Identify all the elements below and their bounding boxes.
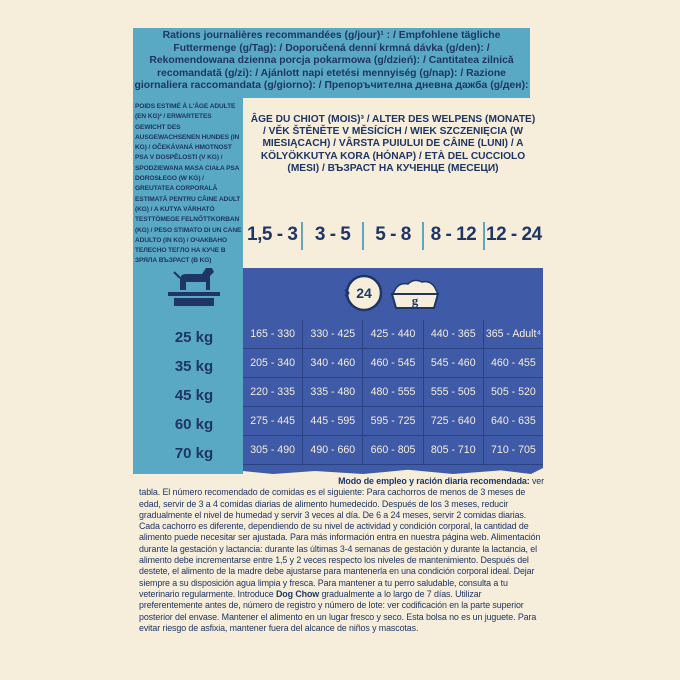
instructions-body-2: gradualmente a lo largo de 7 días. Utilizar preferentemente antes de, número de registro y número de lote: ver codificación en la parte superior posterior del envase. Mantener el alimento en un lugar fresco y seco. Esta bolsa no es un juguete. Para evitar riesgo de asfixia, mantener fuera del alcance de niños y mascotas. xyxy=(139,588,537,633)
ration-cell: 640 - 635 xyxy=(484,407,543,436)
age-range-5: 12 - 24 xyxy=(486,224,542,245)
food-bowl-icon xyxy=(392,280,438,308)
header-text: Rations journalières recommandées (g/jour)¹ : / Empfohlene tägliche Futtermenge (g/Tag): / Doporučená denní krmná dávka (g/den): / Rekomendowana dzienna porcja pokarmowa (g/dzień): / Cantitatea zilnică recomandată (g/zi): / Ajánlott napi etetési mennyiség (g/nap): / Razione giornaliera raccomandata (g/giorno): / Препоръчителна дневна дажба (g/ден): xyxy=(134,30,529,92)
ration-cell: 595 - 725 xyxy=(363,407,423,436)
ration-cell: 710 - 705 xyxy=(484,436,543,465)
daily-bowl-icons xyxy=(340,272,450,314)
scale-plate xyxy=(168,292,220,296)
dog-silhouette xyxy=(180,268,214,290)
age-description: ÂGE DU CHIOT (MOIS)³ / ALTER DES WELPENS (MONATE) / VĚK ŠTĚNĚTE V MĚSÍCÍCH / WIEK SZCZENIĘCIA (W MIESIĄCACH) / VÂRSTA PUIULUI DE CÂINE (LUNI) / A KÖLYÖKKUTYA KORA (HÓNAP) / ETÀ DEL CUCCIOLO (MESI) / ВЪЗРАСТ НА КУЧЕНЦЕ (МЕСЕЦИ) xyxy=(250,114,536,174)
instructions-lead: ver xyxy=(529,476,544,486)
ration-cell: 555 - 505 xyxy=(424,378,484,407)
ration-cell: 165 - 330 xyxy=(243,320,303,349)
weight-label: 25 kg xyxy=(174,329,214,346)
table-row xyxy=(243,378,543,407)
ration-cell: 220 - 335 xyxy=(243,378,303,407)
age-range-3: 5 - 8 xyxy=(364,222,424,250)
usage-instructions xyxy=(139,476,544,634)
brand-name: Dog Chow xyxy=(276,588,320,599)
ration-cell: 425 - 440 xyxy=(363,320,423,349)
ration-cell: 460 - 545 xyxy=(363,349,423,378)
ration-cell: 275 - 445 xyxy=(243,407,303,436)
dog-tail xyxy=(174,272,180,278)
ration-cell: 490 - 660 xyxy=(303,436,363,465)
ration-cell: 335 - 480 xyxy=(303,378,363,407)
weight-label: 70 kg xyxy=(174,445,214,462)
scale-base xyxy=(174,298,214,306)
table-row xyxy=(243,436,543,465)
clock-text: 24 xyxy=(356,285,372,301)
feeding-header xyxy=(133,28,530,98)
ration-cell: 545 - 460 xyxy=(424,349,484,378)
instructions-heading-line xyxy=(139,476,544,487)
ration-cell: 445 - 595 xyxy=(303,407,363,436)
instructions-heading: Modo de empleo y ración diaria recomendada: xyxy=(338,476,530,486)
clock-24-icon xyxy=(345,276,381,310)
ration-cell: 725 - 640 xyxy=(424,407,484,436)
weight-label: 60 kg xyxy=(174,416,214,433)
ration-cell: 365 - Adult⁴ xyxy=(484,320,543,349)
ration-cell: 805 - 710 xyxy=(424,436,484,465)
bowl-text: g xyxy=(411,293,419,308)
ration-cell: 440 - 365 xyxy=(424,320,484,349)
ration-cell: 660 - 805 xyxy=(363,436,423,465)
age-range-2: 3 - 5 xyxy=(303,222,363,250)
ration-cell: 205 - 340 xyxy=(243,349,303,378)
weight-column xyxy=(145,323,243,468)
ration-cell: 480 - 555 xyxy=(363,378,423,407)
instructions-body-1: tabla. El número recomendado de comidas es el siguiente: Para cachorros de menos de 3 meses de edad, servir de 3 a 4 comidas diarias de alimento humedecido. Después de los 3 meses, reducir gradualmente el nivel de humedad y servir 3 veces al día. De 6 a 24 meses, servir 2 comidas diarias. Cada cachorro es diferente, dependiendo de su nivel de actividad y condición corporal, la cantidad de alimento puede necesitar ser ajustada. Para más información entra en nuestra página web. Alimentación durante la gestación y lactancia: durante las últimas 3-4 semanas de gestación y durante la lactancia, el alimento debe incrementarse entre 1,5 y 2 veces respecto los niveles de mantenimiento. Después del destete, el alimento de la madre debe ajustarse para mantenerla en una condición corporal ideal. Dejar siempre a su disposición agua limpia y fresca. Para mantener a tu perro saludable, consulta a tu veterinario regularmente. Introduce xyxy=(139,487,541,599)
dog-scale-icon xyxy=(166,262,222,308)
ration-cell: 340 - 460 xyxy=(303,349,363,378)
table-row xyxy=(243,349,543,378)
weight-label: 35 kg xyxy=(174,358,214,375)
ration-cell: 505 - 520 xyxy=(484,378,543,407)
ration-grid xyxy=(243,320,543,465)
ration-cell: 460 - 455 xyxy=(484,349,543,378)
ration-cell: 330 - 425 xyxy=(303,320,363,349)
ration-cell: 305 - 490 xyxy=(243,436,303,465)
table-row xyxy=(243,320,543,349)
age-range-4: 8 - 12 xyxy=(424,222,484,250)
table-row xyxy=(243,407,543,436)
age-range-1: 1,5 - 3 xyxy=(243,222,303,250)
weight-label: 45 kg xyxy=(174,387,214,404)
age-range-row xyxy=(243,222,543,250)
weight-description: POIDS ESTIMÉ À L'ÂGE ADULTE (EN KG)² / ERWARTETES GEWICHT DES AUSGEWACHSENEN HUNDES (IN KG) / OČEKÁVANÁ HMOTNOST PSA V DOSPĚLOSTI (V KG) / SPODZIEWANA MASA CIAŁA PSA DOROSŁEGO (W KG) / GREUTATEA CORPORALĂ ESTIMATĂ PENTRU CÂINE ADULT (KG) / A KUTYA VÁRHATÓ TESTTÖMEGE FELNŐTTKORBAN (KG) / PESO STIMATO DI UN CANE ADULTO (IN KG) / ОЧАКВАНО ТЕЛЕСНО ТЕГЛО НА КУЧЕ В ЗРЯЛА ВЪЗРАСТ (В KG) xyxy=(135,103,242,265)
